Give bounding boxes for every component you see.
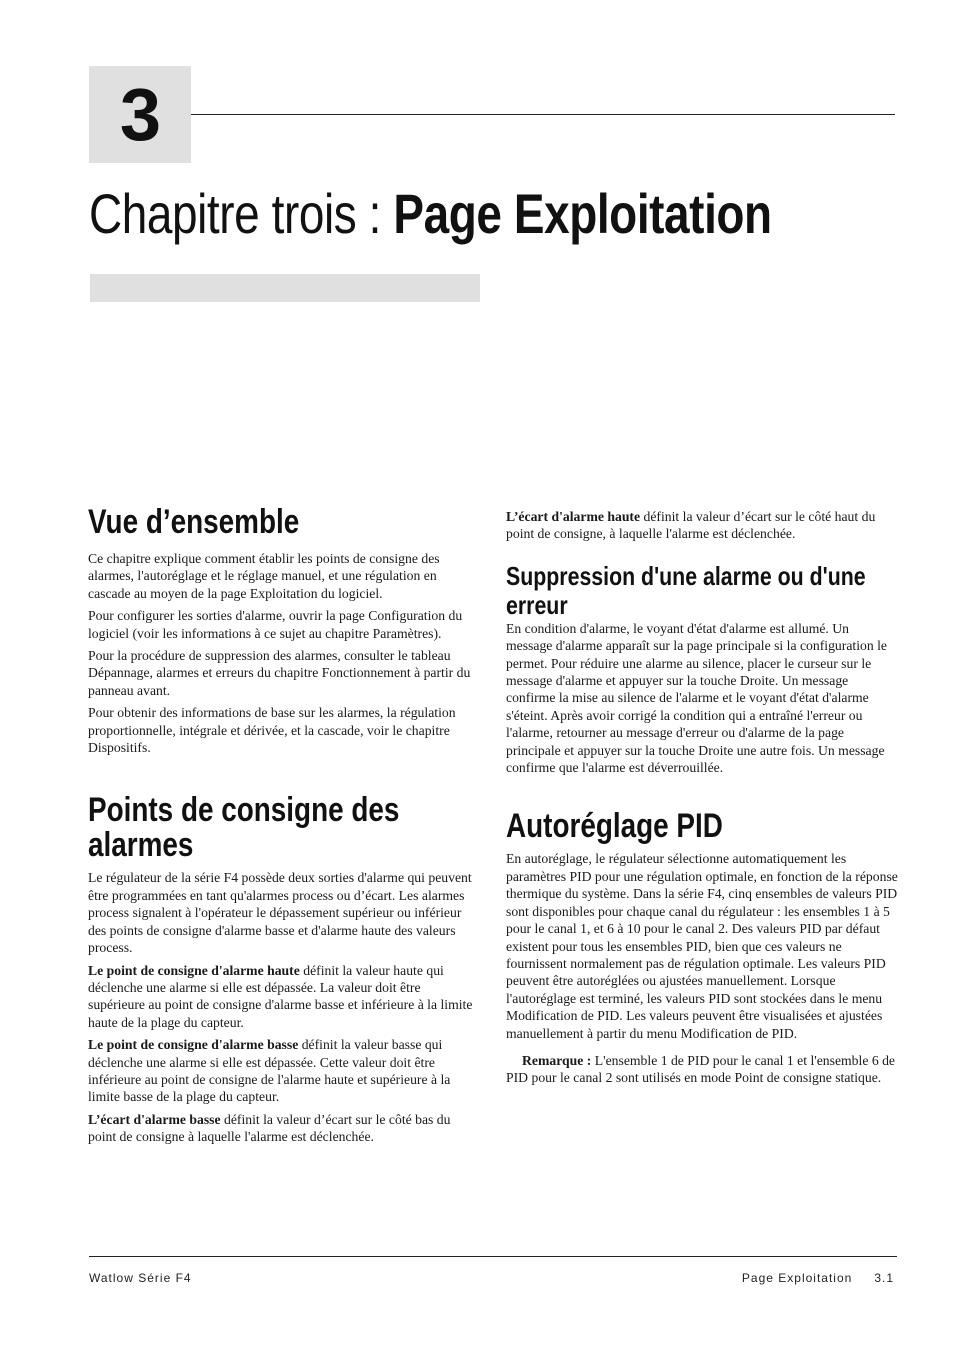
footer-rule (89, 1256, 897, 1257)
right-column (506, 508, 898, 1092)
overview-paragraph: Pour configurer les sorties d'alarme, ouvrir la page Configuration du logiciel (voir les informations à ce sujet au chapitre Paramètres). (88, 608, 463, 641)
low-deviation-text: définit la valeur d’écart sur le côté bas du point de consigne à laquelle l'alarme est déclenchée. (88, 1111, 451, 1145)
note-label: Remarque : (522, 1052, 592, 1068)
alarm-clear-heading: Suppression d'une alarme ou d'une erreur (506, 560, 866, 620)
chapter-title (89, 180, 772, 248)
low-deviation-paragraph (88, 1111, 478, 1146)
decorative-bar (90, 274, 480, 302)
chapter-title-prefix: Chapitre trois : (89, 182, 394, 245)
high-deviation-paragraph (506, 508, 898, 543)
note-text: L'ensemble 1 de PID pour le canal 1 et l'ensemble 6 de PID pour le canal 2 sont utilisés en mode Point de consigne statique. (506, 1052, 896, 1086)
overview-paragraph: Pour la procédure de suppression des alarmes, consulter le tableau Dépannage, alarmes et erreurs du chapitre Fonctionnement à partir du panneau avant. (88, 648, 471, 698)
chapter-title-bold: Page Exploitation (393, 182, 772, 245)
high-deviation-text: définit la valeur d’écart sur le côté haut du point de consigne, à laquelle l'alarme est déclenchée. (506, 509, 876, 542)
autotune-paragraph: En autoréglage, le régulateur sélectionne automatiquement les paramètres PID pour une régulation optimale, en fonction de la réponse thermique du système. Dans la série F4, cinq ensembles de valeurs PID sont disponibles pour chaque canal du régulateur : les ensembles 1 à 5 pour le canal 1, et 6 à 10 pour le canal 2. Des valeurs PID par défaut existent pour tous les ensembles PID, bien que ces valeurs ne fournissent normalement pas de régulation optimale. Les valeurs PID peuvent être autoréglées ou ajustées manuellement. Lorsque l'autoréglage est terminé, les valeurs PID sont stockées dans le menu Modification de PID. Les valeurs peuvent être visualisées et ajustées manuellement à partir du menu Modification de PID. (506, 851, 898, 1041)
high-deviation-term: L’écart d'alarme haute (506, 509, 641, 524)
header-rule (191, 114, 895, 115)
low-setpoint-text: définit la valeur basse qui déclenche une alarme si elle est dépassée. Cette valeur doit être inférieure au point de consigne de l'alarme haute et supérieure à la limite basse de la plage du capteur. (88, 1037, 451, 1105)
low-setpoint-paragraph (88, 1036, 478, 1106)
footer-page-info (742, 1271, 894, 1285)
high-setpoint-text: définit la valeur haute qui déclenche une alarme si elle est dépassée. La valeur doit être supérieure au point de consigne d'alarme basse et inférieure à la limite haute de la plage du capteur. (88, 962, 473, 1030)
alarm-setpoints-intro: Le régulateur de la série F4 possède deux sorties d'alarme qui peuvent être programmées en tant qu'alarmes process ou d’écart. Les alarmes process signalent à l'opérateur le dépassement supérieur ou inférieur des points de consigne d'alarme basse et d'alarme haute des valeurs process. (88, 870, 472, 956)
overview-heading: Vue d’ensemble (88, 503, 300, 541)
high-setpoint-term: Le point de consigne d'alarme haute (88, 962, 300, 978)
chapter-number-box (89, 66, 191, 163)
overview-paragraph: Ce chapitre explique comment établir les points de consigne des alarmes, l'autoréglage et le réglage manuel, et une régulation en cascade au moyen de la page Exploitation du logiciel. (88, 551, 440, 601)
low-deviation-term: L’écart d'alarme basse (88, 1111, 221, 1127)
alarm-setpoints-heading: Points de consigne des alarmes (88, 791, 400, 865)
footer-section: Page Exploitation (741, 1271, 853, 1285)
chapter-number: 3 (119, 73, 161, 156)
left-column (88, 505, 478, 1151)
alarm-clear-paragraph: En condition d'alarme, le voyant d'état d'alarme est allumé. Un message d'alarme apparaît sur la page principale si la configuration le permet. Pour réduire une alarme au silence, placer le curseur sur le message d'alarme et appuyer sur la touche Droite. Un message confirme la mise au silence de l'alarme et le voyant d'état d'alarme s'éteint. Après avoir corrigé la condition qui a entraîné l'erreur ou l'alarme, retourner au message d'erreur ou d'alarme de la page principale et appuyer sur la touche Droite une autre fois. Un message confirme que l'alarme est déverrouillée. (506, 620, 887, 776)
autotune-note (506, 1052, 898, 1087)
page-number: 3.1 (874, 1271, 894, 1285)
autotune-heading: Autoréglage PID (506, 807, 723, 846)
footer-product: Watlow Série F4 (89, 1271, 192, 1285)
high-setpoint-paragraph (88, 962, 478, 1032)
overview-paragraph: Pour obtenir des informations de base sur les alarmes, la régulation proportionnelle, intégrale et dérivée, et la cascade, voir le chapitre Dispositifs. (88, 705, 456, 756)
low-setpoint-term: Le point de consigne d'alarme basse (88, 1037, 299, 1053)
